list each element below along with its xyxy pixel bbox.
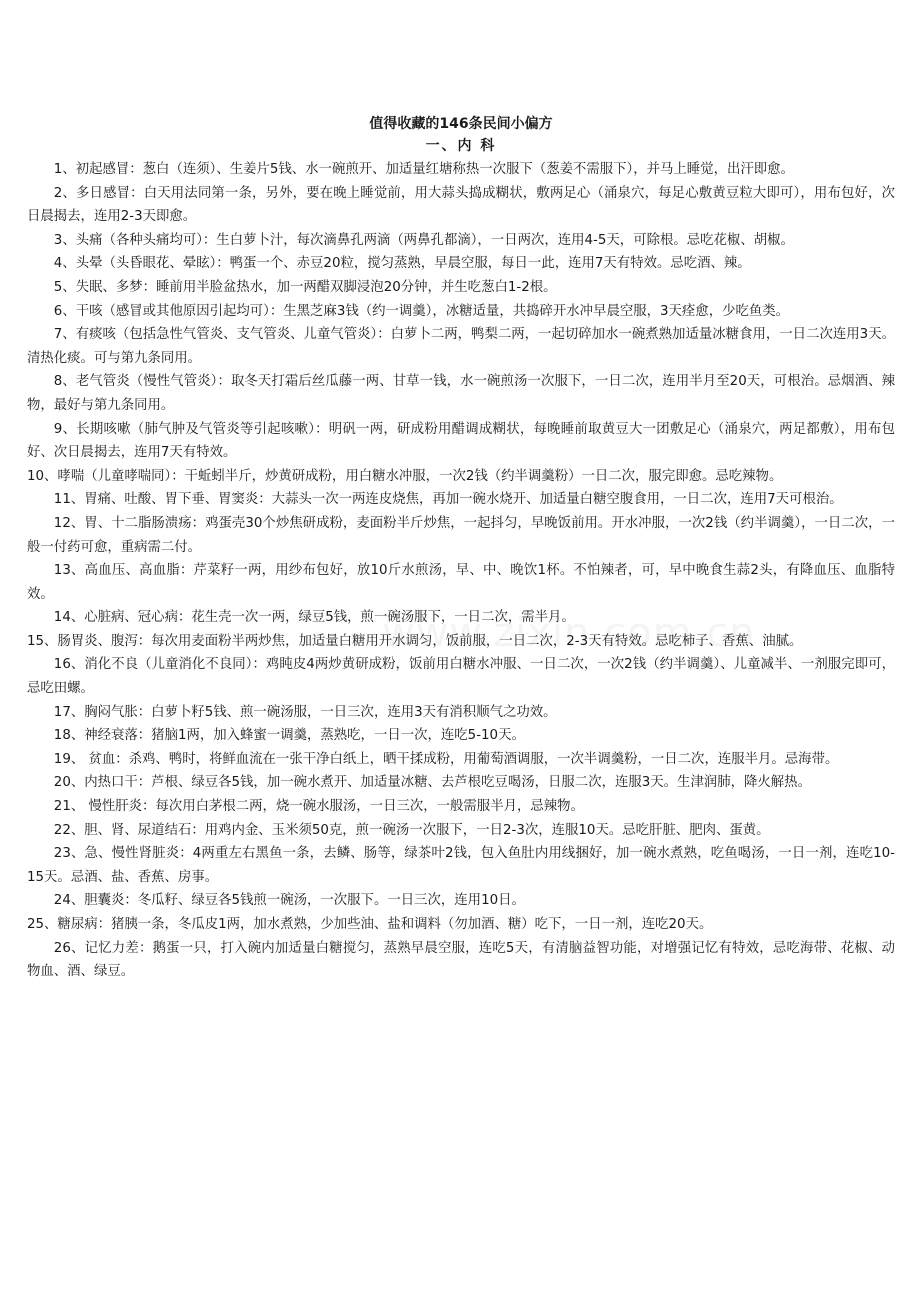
entry-6: 6、干咳（感冒或其他原因引起均可）：生黑芝麻3钱（约一调羹），冰糖适量，共捣碎开水冲早晨空服，3天痊愈，少吃鱼类。 <box>53 303 790 319</box>
entry-12: 12、胃、十二脂肠溃疡：鸡蛋壳30个炒焦研成粉，麦面粉半斤炒焦，一起抖匀，早晚饭前用。开水冲服，一次2钱（约半调羹），一日二次，一般一付药可愈，重病需二付。 <box>27 515 895 555</box>
entry-26: 26、记忆力差：鹅蛋一只，打入碗内加适量白糖搅匀，蒸熟早晨空服，连吃5天，有清脑益智功能，对增强记忆有特效，忌吃海带、花椒、动物血、酒、绿豆。 <box>27 940 895 980</box>
entry-17: 17、胸闷气胀：白萝卜籽5钱、煎一碗汤服，一日三次，连用3天有消积顺气之功效。 <box>53 704 557 720</box>
entry-11: 11、胃痛、吐酸、胃下垂、胃窦炎：大蒜头一次一两连皮烧焦，再加一碗水烧开、加适量白糖空腹食用，一日二次，连用7天可根治。 <box>53 492 843 508</box>
entry-8: 8、老气管炎（慢性气管炎）：取冬天打霜后丝瓜藤一两、甘草一钱，水一碗煎汤一次服下，一日二次，连用半月至20天，可根治。忌烟酒、辣物，最好与第九条同用。 <box>27 374 895 413</box>
entry-25: 25、糖尿病：猪胰一条，冬瓜皮1两，加水煮熟，少加些油、盐和调料（勿加酒、糖）吃下，一日一剂，连吃20天。 <box>27 917 713 932</box>
entry-2: 2、多日感冒：白天用法同第一条，另外，要在晚上睡觉前，用大蒜头捣成糊状，敷两足心（涌泉穴，每足心敷黄豆粒大即可），用布包好，次日晨揭去，连用2-3天即愈。 <box>27 185 895 225</box>
entry-15: 15、肠胃炎、腹泻：每次用麦面粉半两炒焦，加适量白糖用开水调匀，饭前服，一日二次，2-3天有特效。忌吃柿子、香蕉、油腻。 <box>27 633 803 649</box>
entry-18: 18、神经衰落：猪脑1两，加入蜂蜜一调羹，蒸熟吃，一日一次，连吃5-10天。 <box>53 728 525 744</box>
entry-4: 4、头晕（头昏眼花、晕眩）：鸭蛋一个、赤豆20粒，搅匀蒸熟，早晨空服，每日一此，连用7天有特效。忌吃酒、辣。 <box>53 256 751 272</box>
entry-20: 20、内热口干：芦根、绿豆各5钱，加一碗水煮开、加适量冰糖、去芦根吃豆喝汤，日服二次，连服3天。生津润肺，降火解热。 <box>53 775 811 791</box>
entry-7: 7、有痰咳（包括急性气管炎、支气管炎、儿童气管炎）：白萝卜二两，鸭梨二两，一起切碎加水一碗煮熟加适量冰糖食用，一日二次连用3天。清热化痰。可与第九条同用。 <box>27 327 895 366</box>
document-title: 值得收藏的146条民间小偏方 <box>369 116 553 132</box>
entry-19: 19、 贫血：杀鸡、鸭时，将鲜血流在一张干净白纸上，晒干揉成粉，用葡萄酒调服，一次半调羹粉，一日二次，连服半月。忌海带。 <box>53 751 839 767</box>
entry-14: 14、心脏病、冠心病：花生壳一次一两，绿豆5钱，煎一碗汤服下，一日二次，需半月。 <box>53 610 575 626</box>
entry-21: 21、 慢性肝炎：每次用白茅根二两，烧一碗水服汤，一日三次，一般需服半月，忌辣物。 <box>53 799 584 815</box>
entry-10: 10、哮喘（儿童哮喘同）：干蚯蚓半斤，炒黄研成粉，用白糖水冲服，一次2钱（约半调羹粉）一日二次，服完即愈。忌吃辣物。 <box>27 468 783 484</box>
entry-list <box>27 158 895 984</box>
section-heading: 一、内 科 <box>425 138 497 154</box>
entry-1: 1、初起感冒：葱白（连须）、生姜片5钱、水一碗煎开、加适量红塘称热一次服下（葱姜不需服下），并马上睡觉，出汗即愈。 <box>53 162 794 177</box>
document-page <box>27 113 895 984</box>
entry-24: 24、胆囊炎：冬瓜籽、绿豆各5钱煎一碗汤，一次服下。一日三次，连用10日。 <box>53 893 525 909</box>
entry-22: 22、胆、肾、尿道结石：用鸡内金、玉米须50克，煎一碗汤一次服下，一日2-3次，连服10天。忌吃肝脏、肥肉、蛋黄。 <box>53 822 770 838</box>
entry-9: 9、长期咳嗽（肺气肿及气管炎等引起咳嗽）：明矾一两，研成粉用醋调成糊状，每晚睡前取黄豆大一团敷足心（涌泉穴，两足都敷），用布包好、次日晨揭去，连用7天有特效。 <box>27 421 895 461</box>
entry-5: 5、失眠、多梦：睡前用半脸盆热水，加一两醋双脚浸泡20分钟，并生吃葱白1-2根。 <box>53 279 557 295</box>
entry-3: 3、头痛（各种头痛均可）：生白萝卜汁，每次滴鼻孔两滴（两鼻孔都滴），一日两次，连用4-5天，可除根。忌吃花椒、胡椒。 <box>53 232 794 248</box>
entry-13: 13、高血压、高血脂：芹菜籽一两，用纱布包好，放10斤水煎汤，早、中、晚饮1杯。不怕辣者，可，早中晚食生蒜2头，有降血压、血脂特效。 <box>27 563 895 602</box>
entry-16: 16、消化不良（儿童消化不良同）：鸡盹皮4两炒黄研成粉，饭前用白糖水冲服、一日二次，一次2钱（约半调羹）、儿童减半、一剂服完即可，忌吃田螺。 <box>27 657 895 697</box>
entry-23: 23、急、慢性肾脏炎：4两重左右黑鱼一条，去鳞、肠等，绿茶叶2钱，包入鱼肚内用线捆好，加一碗水煮熟，吃鱼喝汤，一日一剂，连吃10-15天。忌酒、盐、香蕉、房事。 <box>27 846 895 885</box>
